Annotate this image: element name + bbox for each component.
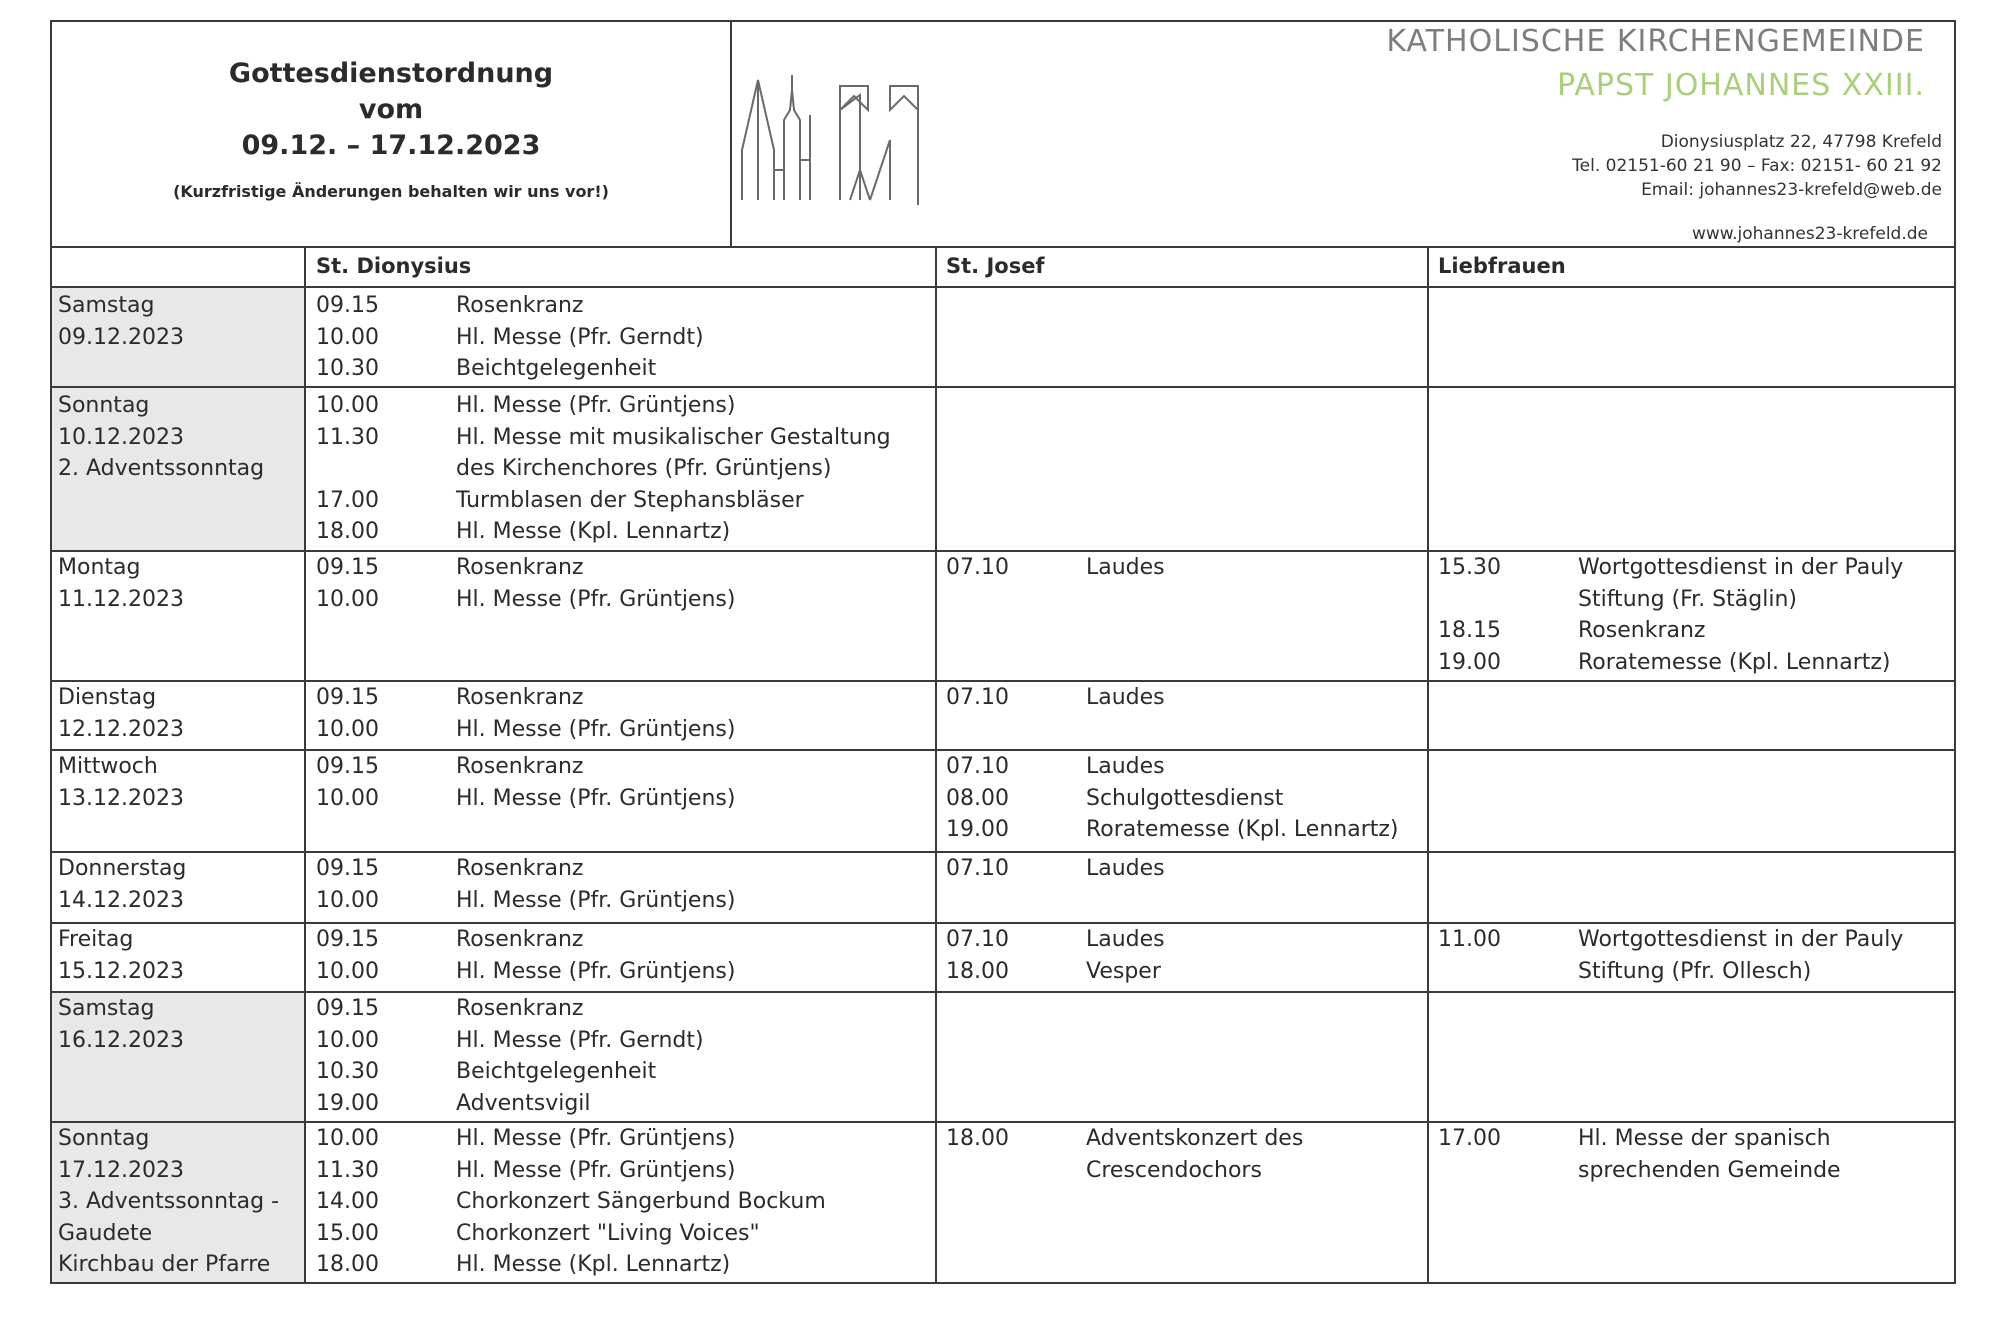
liebfrauen-service: Wortgottesdienst in der Pauly: [1578, 555, 1904, 580]
day-label: 12.12.2023: [58, 716, 184, 742]
day-label: 09.12.2023: [58, 324, 184, 350]
dionysius-service: Rosenkranz: [456, 996, 584, 1021]
day-label: Freitag: [58, 927, 134, 952]
dionysius-service: Beichtgelegenheit: [456, 1059, 657, 1084]
email: Email: johannes23-krefeld@web.de: [1641, 180, 1942, 200]
dionysius-time: 09.15: [316, 555, 379, 580]
josef-time: 18.00: [946, 958, 1009, 984]
day-label: Sonntag: [58, 393, 150, 418]
josef-service: Laudes: [1086, 685, 1165, 710]
liebfrauen-time: 18.15: [1438, 618, 1501, 643]
liebfrauen-time: 15.30: [1438, 555, 1501, 580]
dionysius-service: Hl. Messe (Pfr. Gerndt): [456, 324, 704, 350]
dionysius-service: Hl. Messe (Pfr. Gerndt): [456, 1027, 704, 1053]
row-rule: [52, 386, 1954, 388]
day-label: Kirchbau der Pfarre: [58, 1252, 271, 1277]
josef-service: Schulgottesdienst: [1086, 785, 1284, 811]
address: Dionysiusplatz 22, 47798 Krefeld: [1660, 132, 1942, 152]
liebfrauen-service: sprechenden Gemeinde: [1578, 1157, 1841, 1183]
josef-service: Adventskonzert des: [1086, 1126, 1304, 1151]
dionysius-service: Hl. Messe (Pfr. Grüntjens): [456, 958, 736, 984]
dionysius-time: 10.00: [316, 1027, 379, 1053]
josef-service: Crescendochors: [1086, 1157, 1262, 1183]
parish-subtitle: PAPST JOHANNES XXIII.: [1557, 68, 1925, 103]
dionysius-service: Hl. Messe (Pfr. Grüntjens): [456, 887, 736, 913]
josef-time: 07.10: [946, 927, 1009, 952]
header-rule: [52, 246, 1954, 248]
dionysius-time: 10.00: [316, 716, 379, 742]
day-label: 3. Adventssonntag -: [58, 1189, 280, 1214]
website-link[interactable]: www.johannes23-krefeld.de: [1691, 224, 1928, 244]
josef-service: Laudes: [1086, 555, 1165, 580]
dionysius-service: Chorkonzert "Living Voices": [456, 1220, 760, 1246]
dionysius-time: 10.00: [316, 785, 379, 811]
liebfrauen-service: Roratemesse (Kpl. Lennartz): [1578, 649, 1891, 675]
day-label: Samstag: [58, 996, 155, 1021]
dionysius-service: Rosenkranz: [456, 685, 584, 710]
parish-name: KATHOLISCHE KIRCHENGEMEINDE: [1386, 24, 1925, 59]
title-block: [52, 22, 730, 246]
liebfrauen-time: 19.00: [1438, 649, 1501, 675]
dionysius-time: 18.00: [316, 1252, 379, 1277]
liebfrauen-service: Rosenkranz: [1578, 618, 1706, 643]
dionysius-time: 10.30: [316, 1059, 379, 1084]
dionysius-service: Hl. Messe (Pfr. Grüntjens): [456, 785, 736, 811]
dionysius-time: 15.00: [316, 1220, 379, 1246]
column-header-rule: [52, 286, 1954, 288]
day-label: Dienstag: [58, 685, 157, 710]
josef-time: 08.00: [946, 785, 1009, 811]
dionysius-time: 10.30: [316, 356, 379, 381]
dionysius-service: Hl. Messe (Pfr. Grüntjens): [456, 716, 736, 742]
dionysius-time: 11.30: [316, 1157, 379, 1183]
josef-service: Laudes: [1086, 856, 1165, 881]
title-vom: vom: [358, 94, 424, 125]
liebfrauen-service: Stiftung (Fr. Stäglin): [1578, 586, 1797, 612]
dionysius-time: 17.00: [316, 487, 379, 513]
josef-time: 19.00: [946, 817, 1009, 842]
josef-service: Vesper: [1086, 958, 1161, 984]
day-label: 16.12.2023: [58, 1027, 184, 1053]
dionysius-time: 18.00: [316, 519, 379, 544]
col-rule: [304, 248, 306, 1282]
dionysius-time: 10.00: [316, 1126, 379, 1151]
day-label: 10.12.2023: [58, 424, 184, 450]
dionysius-service: des Kirchenchores (Pfr. Grüntjens): [456, 456, 832, 481]
col-header-dionysius: St. Dionysius: [316, 254, 472, 278]
col-header-liebfrauen: Liebfrauen: [1438, 254, 1566, 278]
dionysius-service: Hl. Messe (Pfr. Grüntjens): [456, 1157, 736, 1183]
dionysius-time: 11.30: [316, 424, 379, 450]
col-rule: [1427, 248, 1429, 1282]
day-label: 15.12.2023: [58, 958, 184, 984]
col-header-josef: St. Josef: [946, 254, 1045, 278]
dionysius-service: Rosenkranz: [456, 293, 584, 318]
header-divider: [730, 22, 732, 248]
dionysius-time: 10.00: [316, 324, 379, 350]
dionysius-service: Rosenkranz: [456, 856, 584, 881]
day-label: 2. Adventssonntag: [58, 456, 265, 481]
dionysius-service: Hl. Messe (Pfr. Grüntjens): [456, 586, 736, 612]
josef-time: 18.00: [946, 1126, 1009, 1151]
dionysius-service: Hl. Messe (Kpl. Lennartz): [456, 1252, 731, 1277]
dionysius-service: Hl. Messe (Kpl. Lennartz): [456, 519, 731, 544]
day-label: Gaudete: [58, 1220, 153, 1246]
liebfrauen-service: Stiftung (Pfr. Ollesch): [1578, 958, 1812, 984]
day-label: Montag: [58, 555, 141, 580]
day-label: Samstag: [58, 293, 155, 318]
date-range: 09.12. – 17.12.2023: [241, 130, 541, 161]
dionysius-service: Hl. Messe (Pfr. Grüntjens): [456, 393, 736, 418]
josef-service: Laudes: [1086, 927, 1165, 952]
dionysius-service: Hl. Messe mit musikalischer Gestaltung: [456, 424, 891, 450]
church-towers-logo-icon: [740, 70, 970, 220]
disclaimer-note: (Kurzfristige Änderungen behalten wir uns vor!): [173, 182, 609, 201]
dionysius-service: Hl. Messe (Pfr. Grüntjens): [456, 1126, 736, 1151]
dionysius-service: Adventsvigil: [456, 1090, 591, 1116]
dionysius-time: 09.15: [316, 927, 379, 952]
page-title: Gottesdienstordnung: [228, 58, 554, 89]
dionysius-time: 19.00: [316, 1090, 379, 1116]
liebfrauen-service: Wortgottesdienst in der Pauly: [1578, 927, 1904, 952]
day-label: Sonntag: [58, 1126, 150, 1151]
dionysius-service: Rosenkranz: [456, 754, 584, 779]
dionysius-time: 09.15: [316, 685, 379, 710]
dionysius-service: Beichtgelegenheit: [456, 356, 657, 381]
dionysius-service: Rosenkranz: [456, 927, 584, 952]
dionysius-time: 10.00: [316, 958, 379, 984]
day-label: 17.12.2023: [58, 1157, 184, 1183]
dionysius-service: Chorkonzert Sängerbund Bockum: [456, 1189, 826, 1214]
dionysius-time: 09.15: [316, 293, 379, 318]
dionysius-service: Turmblasen der Stephansbläser: [456, 487, 804, 513]
liebfrauen-time: 11.00: [1438, 927, 1501, 952]
josef-time: 07.10: [946, 856, 1009, 881]
day-label: 14.12.2023: [58, 887, 184, 913]
day-label: Donnerstag: [58, 856, 187, 881]
josef-time: 07.10: [946, 685, 1009, 710]
josef-service: Roratemesse (Kpl. Lennartz): [1086, 817, 1399, 842]
josef-service: Laudes: [1086, 754, 1165, 779]
dionysius-time: 09.15: [316, 856, 379, 881]
dionysius-time: 09.15: [316, 996, 379, 1021]
josef-time: 07.10: [946, 754, 1009, 779]
dionysius-service: Rosenkranz: [456, 555, 584, 580]
day-label: 11.12.2023: [58, 586, 184, 612]
liebfrauen-service: Hl. Messe der spanisch: [1578, 1126, 1831, 1151]
dionysius-time: 09.15: [316, 754, 379, 779]
dionysius-time: 10.00: [316, 586, 379, 612]
day-label: 13.12.2023: [58, 785, 184, 811]
liebfrauen-time: 17.00: [1438, 1126, 1501, 1151]
dionysius-time: 10.00: [316, 887, 379, 913]
phone-fax: Tel. 02151-60 21 90 – Fax: 02151- 60 21 92: [1572, 156, 1942, 176]
day-label: Mittwoch: [58, 754, 158, 779]
dionysius-time: 10.00: [316, 393, 379, 418]
josef-time: 07.10: [946, 555, 1009, 580]
dionysius-time: 14.00: [316, 1189, 379, 1214]
col-rule: [935, 248, 937, 1282]
